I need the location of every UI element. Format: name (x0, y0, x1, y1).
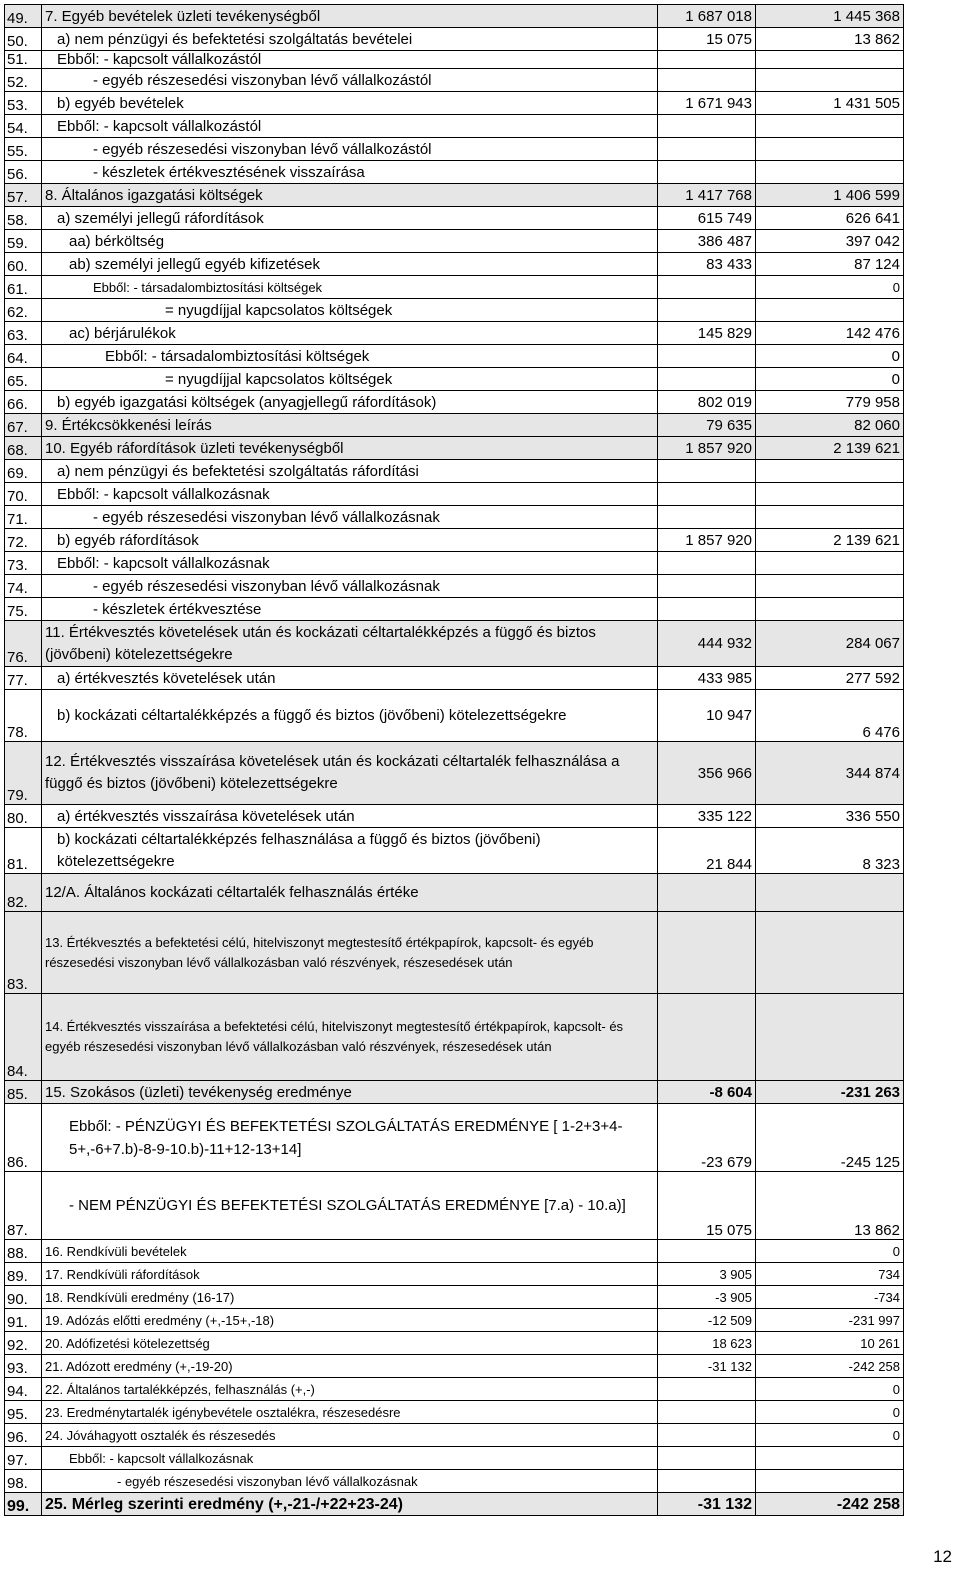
current-year-value: 1 687 018 (658, 5, 756, 28)
row-label: Ebből: - PÉNZÜGYI ÉS BEFEKTETÉSI SZOLGÁLTATÁS EREDMÉNYE [ 1-2+3+4-5+,-6+7.b)-8-9-10.b)-11+12-13+14] (42, 1104, 658, 1172)
current-year-value: -31 132 (658, 1355, 756, 1378)
current-year-value (658, 51, 756, 69)
row-label: 24. Jóváhagyott osztalék és részesedés (42, 1424, 658, 1447)
row-number: 56. (5, 161, 42, 184)
previous-year-value: 779 958 (756, 391, 904, 414)
current-year-value (658, 598, 756, 621)
row-label: - egyéb részesedési viszonyban lévő vállalkozásnak (42, 575, 658, 598)
current-year-value (658, 1447, 756, 1470)
row-number: 75. (5, 598, 42, 621)
row-label: Ebből: - társadalombiztosítási költségek (42, 345, 658, 368)
previous-year-value (756, 483, 904, 506)
previous-year-value: -245 125 (756, 1104, 904, 1172)
current-year-value (658, 506, 756, 529)
current-year-value (658, 299, 756, 322)
previous-year-value: 1 445 368 (756, 5, 904, 28)
row-label: Ebből: - kapcsolt vállalkozástól (42, 51, 658, 69)
table-row (5, 5, 904, 28)
previous-year-value: -231 263 (756, 1081, 904, 1104)
current-year-value: 3 905 (658, 1263, 756, 1286)
previous-year-value: 397 042 (756, 230, 904, 253)
previous-year-value: 0 (756, 1424, 904, 1447)
row-label: 20. Adófizetési kötelezettség (42, 1332, 658, 1355)
table-row (5, 1263, 904, 1286)
table-row (5, 345, 904, 368)
current-year-value: -31 132 (658, 1493, 756, 1516)
previous-year-value (756, 299, 904, 322)
table-row (5, 912, 904, 994)
previous-year-value: -231 997 (756, 1309, 904, 1332)
row-label: 18. Rendkívüli eredmény (16-17) (42, 1286, 658, 1309)
previous-year-value: -242 258 (756, 1493, 904, 1516)
previous-year-value: 336 550 (756, 805, 904, 828)
row-number: 99. (5, 1493, 42, 1516)
row-number: 57. (5, 184, 42, 207)
row-number: 87. (5, 1172, 42, 1240)
previous-year-value: 1 406 599 (756, 184, 904, 207)
table-row (5, 742, 904, 805)
table-body (5, 5, 904, 1516)
current-year-value: 335 122 (658, 805, 756, 828)
table-row (5, 1401, 904, 1424)
row-label: Ebből: - kapcsolt vállalkozásnak (42, 483, 658, 506)
row-number: 55. (5, 138, 42, 161)
row-number: 88. (5, 1240, 42, 1263)
current-year-value (658, 874, 756, 912)
row-number: 89. (5, 1263, 42, 1286)
table-row (5, 805, 904, 828)
page-number: 12 (933, 1547, 952, 1566)
previous-year-value: 8 323 (756, 828, 904, 874)
table-row (5, 1172, 904, 1240)
table-row (5, 506, 904, 529)
current-year-value: 386 487 (658, 230, 756, 253)
row-label: 25. Mérleg szerinti eredmény (+,-21-/+22+23-24) (42, 1493, 658, 1516)
current-year-value: 802 019 (658, 391, 756, 414)
current-year-value: 433 985 (658, 667, 756, 690)
previous-year-value: 10 261 (756, 1332, 904, 1355)
previous-year-value: 0 (756, 1240, 904, 1263)
row-label: b) kockázati céltartalékképzés a függő és biztos (jövőbeni) kötelezettségekre (42, 690, 658, 742)
current-year-value: 444 932 (658, 621, 756, 667)
table-row (5, 1378, 904, 1401)
row-label: 15. Szokásos (üzleti) tevékenység eredménye (42, 1081, 658, 1104)
row-number: 96. (5, 1424, 42, 1447)
table-row (5, 230, 904, 253)
table-row (5, 552, 904, 575)
row-label: = nyugdíjjal kapcsolatos költségek (42, 368, 658, 391)
table-row (5, 391, 904, 414)
row-label: - NEM PÉNZÜGYI ÉS BEFEKTETÉSI SZOLGÁLTATÁS EREDMÉNYE [7.a) - 10.a)] (42, 1172, 658, 1240)
current-year-value (658, 575, 756, 598)
previous-year-value (756, 138, 904, 161)
previous-year-value: 277 592 (756, 667, 904, 690)
row-label: 7. Egyéb bevételek üzleti tevékenységből (42, 5, 658, 28)
row-number: 83. (5, 912, 42, 994)
row-label: b) kockázati céltartalékképzés felhasználása a függő és biztos (jövőbeni) kötelezettségekre (42, 828, 658, 874)
table-row (5, 92, 904, 115)
previous-year-value: -734 (756, 1286, 904, 1309)
row-label: 16. Rendkívüli bevételek (42, 1240, 658, 1263)
previous-year-value: -242 258 (756, 1355, 904, 1378)
current-year-value: -3 905 (658, 1286, 756, 1309)
row-label: b) egyéb igazgatási költségek (anyagjellegű ráfordítások) (42, 391, 658, 414)
row-number: 68. (5, 437, 42, 460)
previous-year-value: 284 067 (756, 621, 904, 667)
row-label: 10. Egyéb ráfordítások üzleti tevékenységből (42, 437, 658, 460)
row-label: 14. Értékvesztés visszaírása a befektetési célú, hitelviszonyt megtestesítő értékpapírok, kapcsolt- és egyéb részesedési viszonyban lévő vállalkozásban való részvények, részesedések után (42, 994, 658, 1081)
row-number: 54. (5, 115, 42, 138)
row-label: b) egyéb ráfordítások (42, 529, 658, 552)
previous-year-value: 344 874 (756, 742, 904, 805)
previous-year-value: 0 (756, 276, 904, 299)
table-row (5, 69, 904, 92)
current-year-value: 83 433 (658, 253, 756, 276)
current-year-value: -8 604 (658, 1081, 756, 1104)
previous-year-value (756, 69, 904, 92)
current-year-value (658, 161, 756, 184)
row-label: - egyéb részesedési viszonyban lévő vállalkozásnak (42, 1470, 658, 1493)
table-row (5, 483, 904, 506)
table-row (5, 1332, 904, 1355)
row-number: 69. (5, 460, 42, 483)
row-number: 86. (5, 1104, 42, 1172)
income-statement-table (4, 4, 904, 1516)
table-row (5, 207, 904, 230)
table-row (5, 598, 904, 621)
current-year-value (658, 69, 756, 92)
previous-year-value (756, 575, 904, 598)
row-label: a) személyi jellegű ráfordítások (42, 207, 658, 230)
previous-year-value: 13 862 (756, 1172, 904, 1240)
previous-year-value (756, 51, 904, 69)
row-label: b) egyéb bevételek (42, 92, 658, 115)
row-label: a) nem pénzügyi és befektetési szolgáltatás ráfordítási (42, 460, 658, 483)
table-row (5, 368, 904, 391)
row-label: Ebből: - kapcsolt vállalkozásnak (42, 552, 658, 575)
row-number: 92. (5, 1332, 42, 1355)
current-year-value (658, 994, 756, 1081)
row-number: 72. (5, 529, 42, 552)
previous-year-value (756, 1470, 904, 1493)
row-label: 21. Adózott eredmény (+,-19-20) (42, 1355, 658, 1378)
table-row (5, 414, 904, 437)
table-row (5, 874, 904, 912)
table-row (5, 575, 904, 598)
current-year-value: 1 671 943 (658, 92, 756, 115)
row-number: 64. (5, 345, 42, 368)
table-row (5, 437, 904, 460)
previous-year-value: 1 431 505 (756, 92, 904, 115)
current-year-value: -23 679 (658, 1104, 756, 1172)
table-row (5, 1286, 904, 1309)
previous-year-value (756, 161, 904, 184)
row-number: 98. (5, 1470, 42, 1493)
current-year-value: 356 966 (658, 742, 756, 805)
row-number: 62. (5, 299, 42, 322)
current-year-value (658, 1401, 756, 1424)
row-number: 63. (5, 322, 42, 345)
table-row (5, 184, 904, 207)
row-number: 97. (5, 1447, 42, 1470)
current-year-value: 1 857 920 (658, 529, 756, 552)
table-row (5, 1104, 904, 1172)
current-year-value (658, 115, 756, 138)
previous-year-value (756, 552, 904, 575)
previous-year-value: 2 139 621 (756, 529, 904, 552)
previous-year-value (756, 994, 904, 1081)
row-number: 85. (5, 1081, 42, 1104)
table-row (5, 276, 904, 299)
previous-year-value: 0 (756, 345, 904, 368)
row-number: 95. (5, 1401, 42, 1424)
row-number: 59. (5, 230, 42, 253)
row-number: 93. (5, 1355, 42, 1378)
table-row (5, 621, 904, 667)
current-year-value: 615 749 (658, 207, 756, 230)
current-year-value: 21 844 (658, 828, 756, 874)
previous-year-value: 734 (756, 1263, 904, 1286)
current-year-value (658, 912, 756, 994)
table-row (5, 690, 904, 742)
table-row (5, 1081, 904, 1104)
row-number: 60. (5, 253, 42, 276)
current-year-value (658, 1378, 756, 1401)
row-label: 11. Értékvesztés követelések után és kockázati céltartalékképzés a függő és biztos (jövőbeni) kötelezettségekre (42, 621, 658, 667)
row-number: 79. (5, 742, 42, 805)
row-number: 71. (5, 506, 42, 529)
row-label: - egyéb részesedési viszonyban lévő vállalkozástól (42, 138, 658, 161)
row-number: 80. (5, 805, 42, 828)
table-row (5, 1470, 904, 1493)
table-row (5, 994, 904, 1081)
row-label: - készletek értékvesztése (42, 598, 658, 621)
row-number: 74. (5, 575, 42, 598)
table-row (5, 51, 904, 69)
table-row (5, 1424, 904, 1447)
row-label: 19. Adózás előtti eredmény (+,-15+,-18) (42, 1309, 658, 1332)
row-label: ac) bérjárulékok (42, 322, 658, 345)
row-number: 91. (5, 1309, 42, 1332)
row-number: 52. (5, 69, 42, 92)
table-row (5, 529, 904, 552)
table-row (5, 1493, 904, 1516)
table-row (5, 322, 904, 345)
previous-year-value (756, 912, 904, 994)
table-row (5, 161, 904, 184)
row-label: 17. Rendkívüli ráfordítások (42, 1263, 658, 1286)
row-number: 53. (5, 92, 42, 115)
row-number: 78. (5, 690, 42, 742)
previous-year-value (756, 115, 904, 138)
current-year-value: 79 635 (658, 414, 756, 437)
previous-year-value: 13 862 (756, 28, 904, 51)
row-number: 58. (5, 207, 42, 230)
row-label: Ebből: - kapcsolt vállalkozástól (42, 115, 658, 138)
row-label: = nyugdíjjal kapcsolatos költségek (42, 299, 658, 322)
table-row (5, 253, 904, 276)
current-year-value: 1 417 768 (658, 184, 756, 207)
row-number: 51. (5, 51, 42, 69)
row-label: 12. Értékvesztés visszaírása követelések után és kockázati céltartalék felhasználása a függő és biztos (jövőbeni) kötelezettségekre (42, 742, 658, 805)
row-label: - egyéb részesedési viszonyban lévő vállalkozástól (42, 69, 658, 92)
previous-year-value: 0 (756, 1401, 904, 1424)
table-row (5, 299, 904, 322)
row-label: 8. Általános igazgatási költségek (42, 184, 658, 207)
row-number: 77. (5, 667, 42, 690)
row-number: 84. (5, 994, 42, 1081)
row-number: 50. (5, 28, 42, 51)
previous-year-value (756, 598, 904, 621)
current-year-value: 10 947 (658, 690, 756, 742)
table-row (5, 460, 904, 483)
previous-year-value (756, 506, 904, 529)
row-label: - egyéb részesedési viszonyban lévő vállalkozásnak (42, 506, 658, 529)
current-year-value (658, 1470, 756, 1493)
current-year-value (658, 345, 756, 368)
row-label: a) értékvesztés visszaírása követelések után (42, 805, 658, 828)
row-label: 13. Értékvesztés a befektetési célú, hitelviszonyt megtestesítő értékpapírok, kapcsolt- és egyéb részesedési viszonyban lévő vállalkozásban való részvények, részesedések után (42, 912, 658, 994)
row-number: 94. (5, 1378, 42, 1401)
table-row (5, 138, 904, 161)
row-number: 70. (5, 483, 42, 506)
row-label: 9. Értékcsökkenési leírás (42, 414, 658, 437)
row-number: 66. (5, 391, 42, 414)
current-year-value: 18 623 (658, 1332, 756, 1355)
row-label: Ebből: - társadalombiztosítási költségek (42, 276, 658, 299)
row-number: 76. (5, 621, 42, 667)
table-row (5, 28, 904, 51)
current-year-value (658, 1240, 756, 1263)
row-number: 65. (5, 368, 42, 391)
current-year-value (658, 368, 756, 391)
row-number: 67. (5, 414, 42, 437)
row-number: 90. (5, 1286, 42, 1309)
previous-year-value: 2 139 621 (756, 437, 904, 460)
row-number: 81. (5, 828, 42, 874)
row-label: aa) bérköltség (42, 230, 658, 253)
row-label: 22. Általános tartalékképzés, felhasználás (+,-) (42, 1378, 658, 1401)
previous-year-value (756, 460, 904, 483)
row-label: Ebből: - kapcsolt vállalkozásnak (42, 1447, 658, 1470)
row-number: 49. (5, 5, 42, 28)
previous-year-value: 626 641 (756, 207, 904, 230)
row-label: a) nem pénzügyi és befektetési szolgáltatás bevételei (42, 28, 658, 51)
current-year-value: 15 075 (658, 28, 756, 51)
current-year-value: 15 075 (658, 1172, 756, 1240)
current-year-value: -12 509 (658, 1309, 756, 1332)
current-year-value: 145 829 (658, 322, 756, 345)
current-year-value (658, 483, 756, 506)
row-label: 12/A. Általános kockázati céltartalék felhasználás értéke (42, 874, 658, 912)
row-number: 82. (5, 874, 42, 912)
previous-year-value: 142 476 (756, 322, 904, 345)
table-row (5, 1447, 904, 1470)
current-year-value: 1 857 920 (658, 437, 756, 460)
row-label: ab) személyi jellegű egyéb kifizetések (42, 253, 658, 276)
row-number: 61. (5, 276, 42, 299)
previous-year-value: 0 (756, 368, 904, 391)
row-label: a) értékvesztés követelések után (42, 667, 658, 690)
current-year-value (658, 1424, 756, 1447)
table-row (5, 1355, 904, 1378)
table-row (5, 667, 904, 690)
table-row (5, 1240, 904, 1263)
current-year-value (658, 460, 756, 483)
current-year-value (658, 138, 756, 161)
table-row (5, 1309, 904, 1332)
previous-year-value (756, 874, 904, 912)
current-year-value (658, 276, 756, 299)
table-row (5, 828, 904, 874)
table-row (5, 115, 904, 138)
row-label: - készletek értékvesztésének visszaírása (42, 161, 658, 184)
current-year-value (658, 552, 756, 575)
row-number: 73. (5, 552, 42, 575)
previous-year-value: 6 476 (756, 690, 904, 742)
previous-year-value: 82 060 (756, 414, 904, 437)
previous-year-value (756, 1447, 904, 1470)
previous-year-value: 87 124 (756, 253, 904, 276)
previous-year-value: 0 (756, 1378, 904, 1401)
row-label: 23. Eredménytartalék igénybevétele osztalékra, részesedésre (42, 1401, 658, 1424)
